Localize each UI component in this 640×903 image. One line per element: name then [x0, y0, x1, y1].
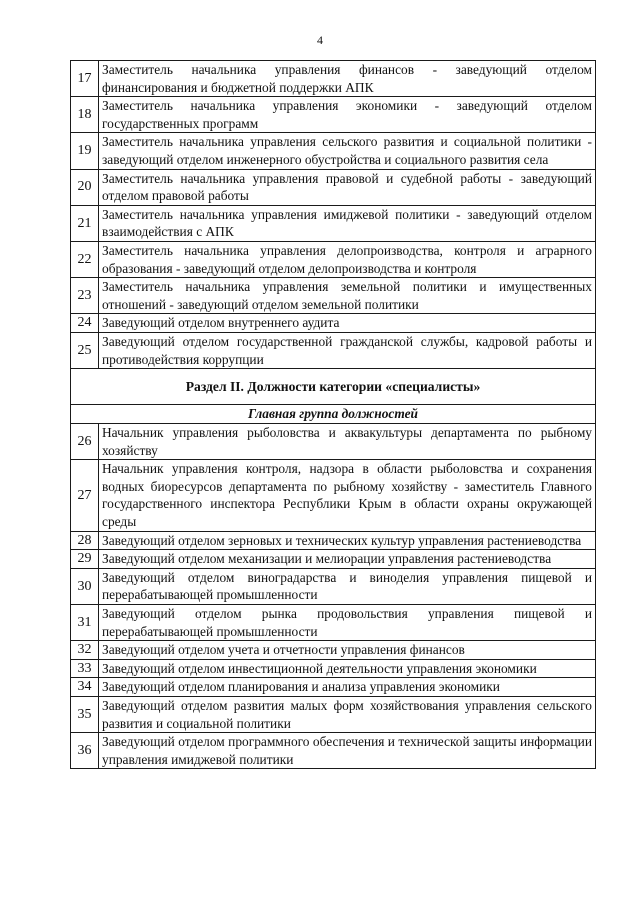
row-number: 32: [71, 641, 99, 660]
row-number: 25: [71, 332, 99, 368]
position-title: Заведующий отделом развития малых форм хозяйствования управления сельского развития и социальной политики: [99, 697, 596, 733]
table-row: [71, 641, 596, 660]
position-title: Заместитель начальника управления финансов - заведующий отделом финансирования и бюджетной поддержки АПК: [99, 61, 596, 97]
row-number: 27: [71, 460, 99, 531]
position-title: Заведующий отделом программного обеспечения и технической защиты информации управления имиджевой политики: [99, 733, 596, 769]
positions-section-2: [71, 424, 596, 769]
page-number: 4: [317, 33, 323, 47]
table-row: [71, 605, 596, 641]
row-number: 21: [71, 205, 99, 241]
position-title: Начальник управления контроля, надзора в области рыболовства и сохранения водных биоресурсов департамента по рыбному хозяйству - заместитель Главного государственного инспектора Республики Крым в области охраны окружающей среды: [99, 460, 596, 531]
position-title: Заведующий отделом государственной гражданской службы, кадровой работы и противодействия коррупции: [99, 332, 596, 368]
position-title: Заместитель начальника управления сельского развития и социальной политики - заведующий отделом инженерного обустройства и социального развития села: [99, 133, 596, 169]
table-row: [71, 678, 596, 697]
position-title: Заведующий отделом внутреннего аудита: [99, 314, 596, 333]
position-title: Заведующий отделом учета и отчетности управления финансов: [99, 641, 596, 660]
position-title: Заместитель начальника управления имиджевой политики - заведующий отделом взаимодействия с АПК: [99, 205, 596, 241]
table-row: [71, 241, 596, 277]
table-row: [71, 278, 596, 314]
row-number: 29: [71, 550, 99, 569]
position-title: Заместитель начальника управления делопроизводства, контроля и аграрного образования - заведующий отделом делопроизводства и контроля: [99, 241, 596, 277]
position-title: Заведующий отделом виноградарства и виноделия управления пищевой и перерабатывающей промышленности: [99, 568, 596, 604]
table-row: [71, 531, 596, 550]
table-row: [71, 205, 596, 241]
section-2-header: [71, 369, 596, 424]
row-number: 23: [71, 278, 99, 314]
row-number: 36: [71, 733, 99, 769]
position-title: Начальник управления рыболовства и аквакультуры департамента по рыбному хозяйству: [99, 424, 596, 460]
row-number: 18: [71, 97, 99, 133]
positions-table: [70, 60, 596, 769]
group-heading-row: [71, 405, 596, 424]
table-row: [71, 133, 596, 169]
position-title: Заместитель начальника управления правовой и судебной работы - заведующий отделом правовой работы: [99, 169, 596, 205]
table-row: [71, 424, 596, 460]
table-row: [71, 568, 596, 604]
row-number: 35: [71, 697, 99, 733]
row-number: 31: [71, 605, 99, 641]
row-number: 20: [71, 169, 99, 205]
row-number: 34: [71, 678, 99, 697]
position-title: Заведующий отделом зерновых и технических культур управления растениеводства: [99, 531, 596, 550]
positions-section-1: [71, 61, 596, 369]
table-row: [71, 697, 596, 733]
section-heading: Раздел II. Должности категории «специалисты»: [71, 369, 596, 405]
row-number: 30: [71, 568, 99, 604]
group-heading: Главная группа должностей: [71, 405, 596, 424]
table-row: [71, 733, 596, 769]
table-row: [71, 314, 596, 333]
position-title: Заведующий отделом механизации и мелиорации управления растениеводства: [99, 550, 596, 569]
table-row: [71, 97, 596, 133]
table-row: [71, 169, 596, 205]
row-number: 19: [71, 133, 99, 169]
position-title: Заместитель начальника управления экономики - заведующий отделом государственных программ: [99, 97, 596, 133]
table-row: [71, 659, 596, 678]
table-row: [71, 61, 596, 97]
row-number: 26: [71, 424, 99, 460]
row-number: 28: [71, 531, 99, 550]
row-number: 17: [71, 61, 99, 97]
row-number: 33: [71, 659, 99, 678]
row-number: 22: [71, 241, 99, 277]
row-number: 24: [71, 314, 99, 333]
position-title: Заместитель начальника управления земельной политики и имущественных отношений - заведующий отделом земельной политики: [99, 278, 596, 314]
table-row: [71, 332, 596, 368]
position-title: Заведующий отделом планирования и анализа управления экономики: [99, 678, 596, 697]
section-heading-row: [71, 369, 596, 405]
table-row: [71, 550, 596, 569]
position-title: Заведующий отделом рынка продовольствия управления пищевой и перерабатывающей промышленности: [99, 605, 596, 641]
table-row: [71, 460, 596, 531]
position-title: Заведующий отделом инвестиционной деятельности управления экономики: [99, 659, 596, 678]
